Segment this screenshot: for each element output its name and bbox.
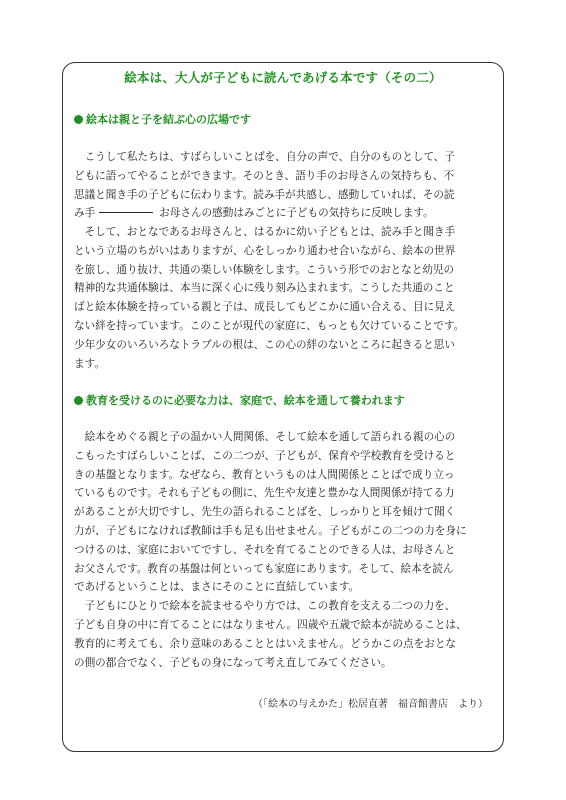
text-line: つけるのは、家庭においてですし、それを育てることのできる人は、お母さんと	[74, 543, 456, 556]
page-title: 絵本は、大人が子どもに読んであげる本です（その二）	[124, 70, 442, 85]
text-line: どもに語ってやることができます。そのとき、語り手のお母さんの気持ちも、不	[74, 169, 455, 182]
text-line: 思議と聞き手の子どもに伝わります。読み手が共感し、感動していれば、その読	[74, 188, 455, 201]
source-credit: （「絵本の与えかた」松居直著 福音館書店 より）	[253, 699, 488, 710]
text-line: 力が、子どもになければ教師は手も足も出せません。子どもがこの二つの力を身に	[74, 524, 467, 537]
text-line: を旅し、通り抜け、共通の楽しい体験をします。こういう形でのおとなと幼児の	[74, 263, 455, 276]
text-line: 教育的に考えても、余り意味のあることとはいえません。どうかこの点をおとな	[74, 637, 457, 650]
text-line: ます。	[74, 357, 105, 370]
section-2-paragraph-1	[74, 428, 494, 672]
section-1-paragraph-2	[74, 223, 494, 373]
text-line: があることが大切ですし、先生の語られることばを、しっかりと耳を傾けて聞く	[74, 506, 456, 519]
text-line: であげるということは、まさにそのことに直結しています。	[74, 581, 360, 594]
text-line: こうして私たちは、すばらしいことばを、自分の声で、自分のものとして、子	[74, 151, 455, 163]
text-line: ばと絵本体験を持っている親と子は、成長してもどこかに通い合える、目に見え	[74, 301, 456, 314]
section-1-paragraph-1	[74, 148, 494, 223]
bullet-icon	[74, 115, 83, 124]
section-heading-2: 教育を受けるのに必要な力は、家庭で、絵本を通して養われます	[74, 392, 405, 408]
text-line: という立場のちがいはありますが、心をしっかり通わせ合いながら、絵本の世界	[74, 244, 456, 257]
text-line: そして、おとなであるお母さんと、はるかに幼い子どもとは、読み手と聞き手	[74, 226, 456, 238]
section-heading-1: 絵本は親と子を結ぶ心の広場です	[74, 111, 251, 127]
text-line: きの基盤となります。なぜなら、教育というものは人間関係とことばで成り立っ	[74, 468, 455, 481]
text-line: み手 お母さんの感動はみごとに子どもの気持ちに反映します。	[74, 207, 434, 220]
text-line: ているものです。それも子どもの側に、先生や友達と豊かな人間関係が持てる力	[74, 487, 455, 500]
text-line: の側の都合でなく、子どもの身になって考え直してみてください。	[74, 656, 392, 669]
text-line: 子ども自身の中に育てることにはなりません。四歳や五歳で絵本が読めることは、	[74, 618, 467, 631]
text-line: 子どもにひとりで絵本を読ませるやり方では、この教育を支える二つの力を、	[74, 600, 456, 613]
text-line: こもったすばらしいことば、この二つが、子どもが、保育や学校教育を受けると	[74, 449, 456, 462]
bullet-icon	[74, 396, 83, 405]
text-line: ない絆を持っています。このことが現代の家庭に、もっとも欠けていることです。	[74, 319, 465, 332]
text-line: 少年少女のいろいろなトラブルの根は、この心の絆のないところに起きると思い	[74, 338, 455, 351]
text-line: お父さんです。教育の基盤は何といっても家庭にあります。そして、絵本を読ん	[74, 562, 454, 575]
text-line: 精神的な共通体験は、本当に深く心に残り刻み込まれます。こうした共通のこと	[74, 282, 455, 295]
text-line: 絵本をめぐる親と子の温かい人間関係、そして絵本を通して語られる親の心の	[74, 431, 456, 443]
em-dash-rule	[99, 212, 153, 213]
